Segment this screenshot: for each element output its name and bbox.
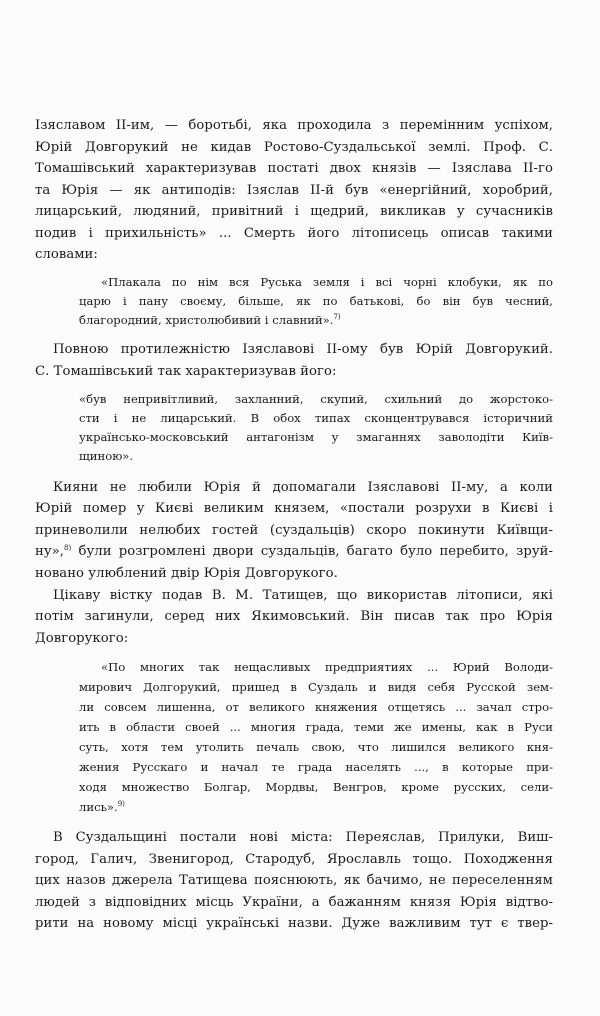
text-line: Ізяславом II-им, — боротьбі, яка проходила з перемінним успіхом, — [35, 118, 553, 133]
text-fragment: були розгромлені двори суздальців, багато було перебито, зруй- — [78, 544, 553, 559]
text-line: новано улюблений двір Юрія Довгорукого. — [35, 566, 338, 581]
text-fragment: ну», — [35, 544, 65, 559]
text-line: Томашівський характеризував постаті двох князів — Ізяслава II-го — [35, 161, 553, 176]
quote-line: жения Русскаго и начал те града населять ..., в которые при- — [79, 760, 553, 774]
text-line: Юрій помер у Києві великим князем, «постали розрухи в Києві і — [35, 501, 553, 516]
quote-line: ить в области своей ... многия града, теми же имены, как в Руси — [79, 720, 553, 734]
text-line: приневолили нелюбих гостей (суздальців) скоро покинути Київщи- — [35, 523, 553, 538]
text-line: Юрій Довгорукий не кидав Ростово-Суздальської землі. Проф. С. — [35, 140, 553, 155]
quote-line: українсько-московський антагонізм у змаганнях заволодіти Київ- — [79, 430, 553, 444]
text-line: цих назов джерела Татищева пояснюють, як бачимо, не переселенням — [35, 873, 553, 888]
text-line: рити на новому місці українські назви. Дуже важливим тут є твер- — [35, 916, 553, 931]
quote-line: ходя множество Болгар, Мордвы, Венгров, кроме русских, сели- — [79, 780, 553, 794]
text-line: Цікаву вістку подав В. М. Татищев, що використав літописи, які — [53, 588, 553, 603]
footnote-ref[interactable]: 9) — [117, 800, 125, 808]
text-line: подив і прихильність» ... Смерть його літописець описав такими — [35, 226, 553, 241]
quote-text: лись». — [79, 800, 118, 814]
text-line: город, Галич, Звенигород, Стародуб, Ярославль тощо. Походження — [35, 852, 553, 867]
text-line: Довгорукого: — [35, 631, 129, 646]
quote-line: «Плакала по нім вся Руська земля і всі чорні клобуки, як по — [101, 275, 553, 289]
footnote-ref[interactable]: 8) — [64, 544, 72, 552]
quote-line: «По многих так нещасливых предприятиях ... Юрий Володи- — [101, 660, 553, 674]
quote-line: ли совсем лишенна, от великого княжения отщетясь ... зачал стро- — [79, 700, 553, 714]
text-line: В Суздальщині постали нові міста: Переяслав, Прилуки, Виш- — [53, 830, 553, 845]
text-line: Кияни не любили Юрія й допомагали Ізяславові II-му, а коли — [53, 480, 553, 495]
quote-line: мирович Долгорукий, пришед в Суздаль и видя себя Русской зем- — [79, 680, 553, 694]
footnote-ref[interactable]: 7) — [333, 313, 341, 321]
text-line — [35, 544, 553, 560]
quote-line — [79, 800, 553, 815]
text-line: та Юрія — як антиподів: Ізяслав II-й був «енергійний, хоробрий, — [35, 183, 553, 198]
text-line: Повною протилежністю Ізяславові II-ому був Юрій Довгорукий. — [53, 342, 553, 357]
quote-line: царю і пану своєму, більше, як по батькові, бо він був чесний, — [79, 294, 553, 308]
text-line: лицарський, людяний, привітний і щедрий, викликав у сучасників — [35, 204, 553, 219]
text-line: С. Томашівський так характеризував його: — [35, 364, 337, 379]
quote-line — [79, 313, 553, 328]
quote-line: суть, хотя тем утолить печаль свою, что лишился великого кня- — [79, 740, 553, 754]
text-line: потім загинули, серед них Якимовський. Він писав так про Юрія — [35, 609, 553, 624]
text-line: словами: — [35, 247, 98, 262]
quote-line: «був непривітливий, захланний, скупий, схильний до жорстоко- — [79, 392, 553, 406]
quote-text: благородний, христолюбивий і славний». — [79, 313, 334, 327]
quote-line: сти і не лицарський. В обох типах сконцентрувався історичний — [79, 411, 553, 425]
text-line: людей з відповідних місць України, а бажанням князя Юрія відтво- — [35, 895, 553, 910]
quote-line: щиною». — [79, 449, 134, 463]
